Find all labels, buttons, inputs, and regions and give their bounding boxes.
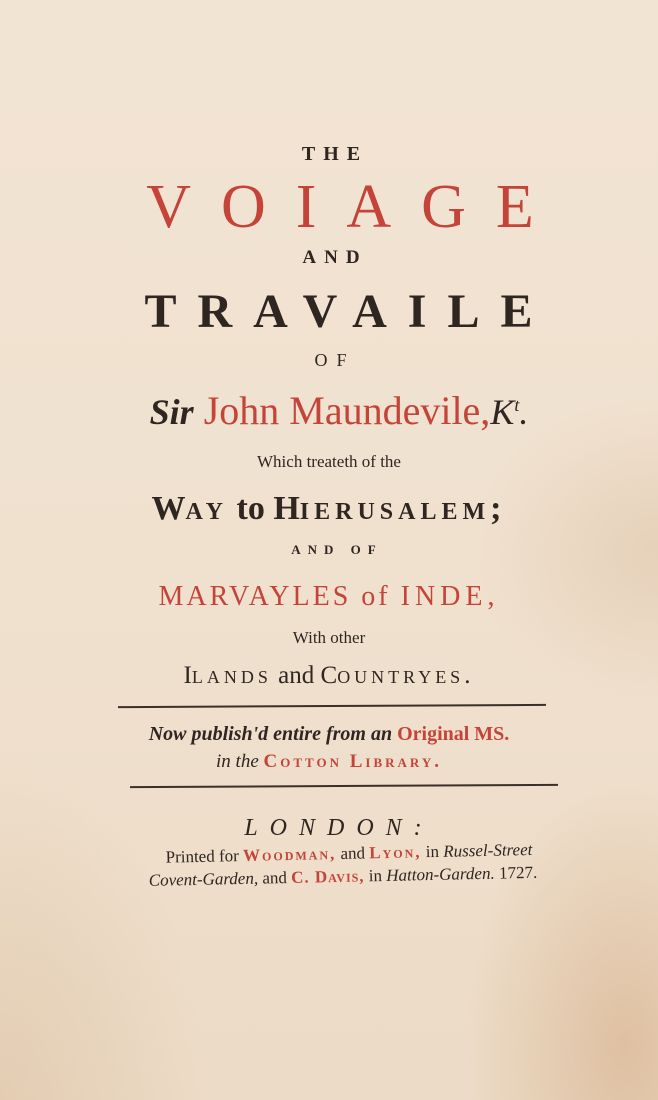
subtitle-way-to-hierusalem: Way to Hierusalem;	[151, 490, 507, 527]
author-name: John Maundevile,	[203, 388, 491, 433]
title-and: AND	[302, 247, 368, 268]
author-honorific: Sir	[149, 392, 194, 432]
divider-rule-bottom	[130, 784, 558, 788]
subtitle-and-of: AND OF	[291, 542, 383, 557]
subtitle-which: Which treateth of the	[257, 452, 401, 471]
imprint-line-2: Covent-Garden, and C. Davis, in Hatton-Garden. 1727.	[148, 862, 538, 890]
title-travaile: TRAVAILE	[144, 285, 554, 338]
note-line-1: Now publish'd entire from an Original MS.	[148, 723, 510, 745]
title-of: OF	[314, 350, 356, 370]
subtitle-ilands-and-countryes: Ilands and Countryes.	[183, 662, 475, 689]
author-title: $K^t$.	[490, 392, 529, 432]
author-line	[0, 380, 658, 437]
title-the: THE	[301, 143, 369, 165]
imprint-line-1: Printed for Woodman, and Lyon, in Russel-Street	[165, 839, 533, 867]
subtitle-marvayles-of-inde: MARVAYLES of INDE,	[158, 581, 500, 612]
title-voiage: VOIAGE	[146, 173, 564, 241]
subtitle-with-other: With other	[292, 628, 366, 647]
imprint-city: LONDON:	[244, 815, 434, 841]
divider-rule-top	[118, 704, 546, 708]
note-line-2: in the Cotton Library.	[216, 751, 442, 772]
